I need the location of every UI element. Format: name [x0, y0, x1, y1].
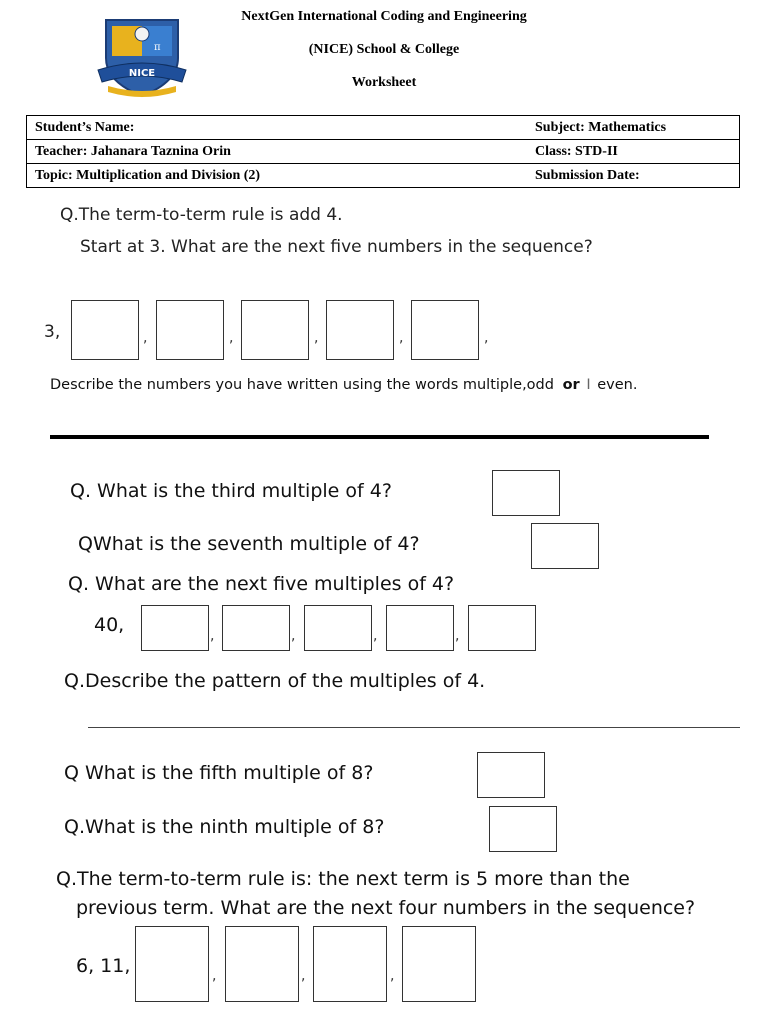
q4-answer-box-2[interactable]	[222, 605, 290, 651]
q1-start-value: 3,	[44, 322, 61, 342]
q8-answer-box-2[interactable]	[225, 926, 299, 1002]
comma: ,	[212, 968, 217, 984]
q3-answer-box[interactable]	[531, 523, 599, 569]
class-label: Class: STD-II	[535, 140, 740, 164]
q6-answer-box[interactable]	[477, 752, 545, 798]
comma: ,	[314, 330, 319, 346]
student-info-table	[26, 115, 740, 188]
submission-date-label: Submission Date:	[535, 164, 740, 188]
q4-text: Q. What are the next five multiples of 4?	[68, 573, 455, 595]
q4-answer-box-5[interactable]	[468, 605, 536, 651]
school-name-line2: (NICE) School & College	[308, 42, 460, 57]
q4-start-value: 40,	[94, 614, 125, 636]
q1-describe-end: even.	[597, 377, 638, 393]
teacher-label: Teacher: Jahanara Taznina Orin	[27, 140, 536, 164]
q2-answer-box[interactable]	[492, 470, 560, 516]
subject-label: Subject: Mathematics	[535, 116, 740, 140]
school-logo	[96, 12, 188, 100]
answer-line-thick[interactable]	[50, 435, 709, 439]
comma: ,	[229, 330, 234, 346]
q4-answer-box-4[interactable]	[386, 605, 454, 651]
q1-answer-box-5[interactable]	[411, 300, 479, 360]
q1-line1: Q.The term-to-term rule is add 4.	[60, 205, 343, 225]
q8-start-values: 6, 11,	[76, 955, 131, 977]
q8-line1: Q.The term-to-term rule is: the next term is 5 more than the	[56, 868, 630, 890]
comma: ,	[373, 628, 378, 644]
comma: ,	[291, 628, 296, 644]
q5-text: Q.Describe the pattern of the multiples of 4.	[64, 670, 486, 692]
q8-answer-box-4[interactable]	[402, 926, 476, 1002]
q4-answer-box-1[interactable]	[141, 605, 209, 651]
answer-line[interactable]	[88, 727, 740, 728]
q6-text: Q What is the fifth multiple of 8?	[64, 762, 374, 784]
q7-answer-box[interactable]	[489, 806, 557, 852]
q4-answer-box-3[interactable]	[304, 605, 372, 651]
school-name-line1: NextGen International Coding and Engineering	[241, 9, 527, 24]
comma: ,	[210, 628, 215, 644]
q1-answer-box-2[interactable]	[156, 300, 224, 360]
q8-answer-box-1[interactable]	[135, 926, 209, 1002]
q1-describe-or: or	[562, 377, 580, 393]
comma: ,	[484, 330, 489, 346]
comma: ,	[399, 330, 404, 346]
q3-text: QWhat is the seventh multiple of 4?	[78, 533, 420, 555]
q2-text: Q. What is the third multiple of 4?	[70, 480, 392, 502]
comma: ,	[390, 968, 395, 984]
q8-answer-box-3[interactable]	[313, 926, 387, 1002]
topic-label: Topic: Multiplication and Division (2)	[27, 164, 536, 188]
q7-text: Q.What is the ninth multiple of 8?	[64, 816, 385, 838]
svg-text:π: π	[154, 42, 161, 53]
comma: ,	[143, 330, 148, 346]
logo-text: NICE	[128, 68, 156, 79]
q8-line2: previous term. What are the next four numbers in the sequence?	[76, 897, 696, 919]
student-name-label: Student’s Name:	[27, 116, 536, 140]
q1-describe-instruction	[50, 377, 637, 393]
worksheet-title: Worksheet	[351, 75, 417, 90]
q1-answer-box-3[interactable]	[241, 300, 309, 360]
q1-answer-box-1[interactable]	[71, 300, 139, 360]
q1-describe-bar: I	[586, 377, 591, 393]
comma: ,	[301, 968, 306, 984]
q1-describe-text: Describe the numbers you have written using the words multiple,odd	[50, 377, 554, 393]
q1-line2: Start at 3. What are the next five numbers in the sequence?	[80, 237, 593, 257]
q1-answer-box-4[interactable]	[326, 300, 394, 360]
comma: ,	[455, 628, 460, 644]
